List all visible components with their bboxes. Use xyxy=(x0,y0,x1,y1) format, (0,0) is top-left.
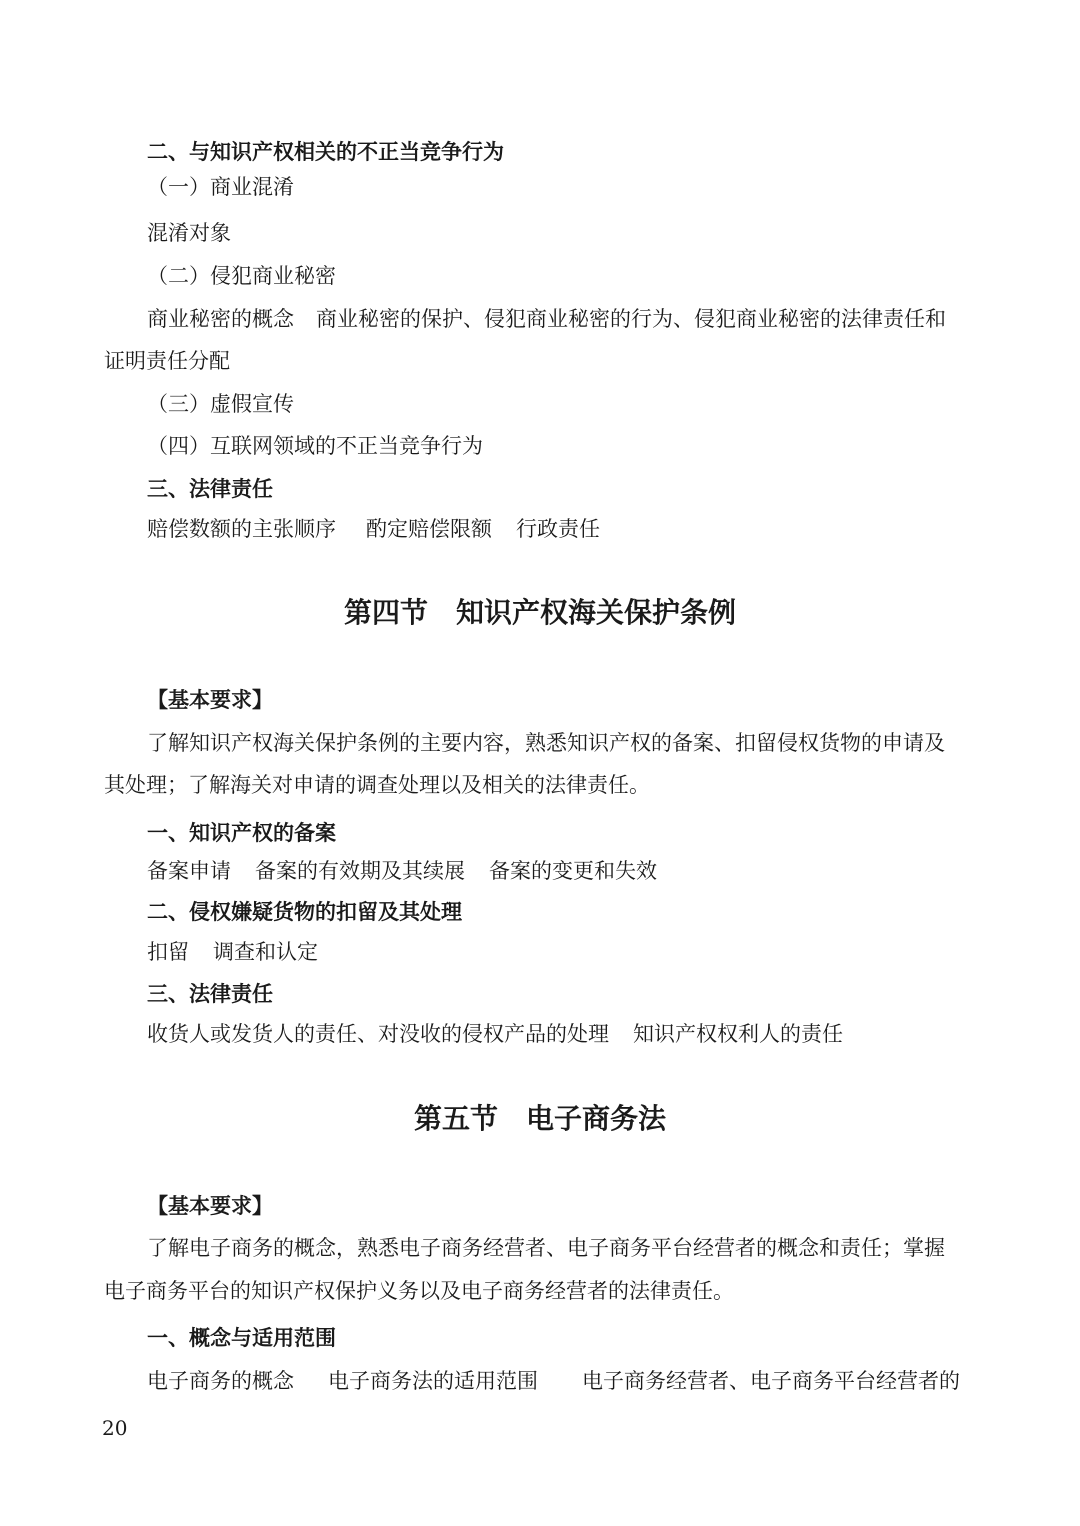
detention-item: 扣留 xyxy=(147,940,189,964)
scope-item: 电子商务经营者、电子商务平台经营者的 xyxy=(582,1369,960,1393)
basic-requirements-label: 【基本要求】 xyxy=(147,687,273,712)
trade-secrets-part-b: 商业秘密的保护、侵犯商业秘密的行为、侵犯商业秘密的法律责任和 xyxy=(316,307,946,331)
paragraph-record-items xyxy=(147,856,657,886)
paragraph-detention-items xyxy=(147,937,318,967)
liability-item: 收货人或发货人的责任、对没收的侵权产品的处理 xyxy=(147,1022,609,1046)
detention-item: 调查和认定 xyxy=(213,940,318,964)
scope-item: 电子商务法的适用范围 xyxy=(328,1369,538,1393)
section-title-ecommerce: 第五节 电子商务法 xyxy=(413,1102,666,1135)
paragraph-trade-secrets xyxy=(147,304,946,334)
scope-item: 电子商务的概念 xyxy=(147,1369,294,1393)
record-item: 备案申请 xyxy=(147,859,231,883)
heading-concept-scope: 一、概念与适用范围 xyxy=(147,1326,336,1350)
paragraph-ecommerce-req: 了解电子商务的概念，熟悉电子商务经营者、电子商务平台经营者的概念和责任；掌握 xyxy=(147,1236,945,1260)
subheading-false-advertising: （三）虚假宣传 xyxy=(147,392,294,416)
paragraph-liability-s4 xyxy=(147,1019,843,1049)
heading-legal-liability-s3: 三、法律责任 xyxy=(147,477,273,501)
page-number: 20 xyxy=(102,1416,128,1440)
record-item: 备案的有效期及其续展 xyxy=(255,859,465,883)
liability-item: 行政责任 xyxy=(516,517,600,541)
heading-ip-record: 一、知识产权的备案 xyxy=(147,821,336,845)
liability-item: 知识产权权利人的责任 xyxy=(633,1022,843,1046)
subheading-internet-unfair: （四）互联网领域的不正当竞争行为 xyxy=(147,434,483,458)
heading-unfair-competition: 二、与知识产权相关的不正当竞争行为 xyxy=(147,140,504,164)
paragraph-confusion-object: 混淆对象 xyxy=(147,221,231,245)
liability-item: 酌定赔偿限额 xyxy=(366,517,492,541)
heading-legal-liability-s4: 三、法律责任 xyxy=(147,982,273,1006)
paragraph-scope-items xyxy=(147,1366,960,1396)
record-item: 备案的变更和失效 xyxy=(489,859,657,883)
trade-secrets-part-a: 商业秘密的概念 xyxy=(147,307,294,331)
paragraph-ecommerce-req-cont: 电子商务平台的知识产权保护义务以及电子商务经营者的法律责任。 xyxy=(104,1279,734,1303)
subheading-trade-secrets: （二）侵犯商业秘密 xyxy=(147,264,336,288)
section-title-customs: 第四节 知识产权海关保护条例 xyxy=(343,596,736,629)
paragraph-trade-secrets-cont: 证明责任分配 xyxy=(104,349,230,373)
liability-item: 赔偿数额的主张顺序 xyxy=(147,517,336,541)
paragraph-liability-s3 xyxy=(147,514,600,544)
basic-requirements-label: 【基本要求】 xyxy=(147,1193,273,1218)
heading-detention: 二、侵权嫌疑货物的扣留及其处理 xyxy=(147,900,462,924)
paragraph-customs-req: 了解知识产权海关保护条例的主要内容，熟悉知识产权的备案、扣留侵权货物的申请及 xyxy=(147,731,945,755)
subheading-commercial-confusion: （一）商业混淆 xyxy=(147,175,294,199)
paragraph-customs-req-cont: 其处理；了解海关对申请的调查处理以及相关的法律责任。 xyxy=(104,773,650,797)
